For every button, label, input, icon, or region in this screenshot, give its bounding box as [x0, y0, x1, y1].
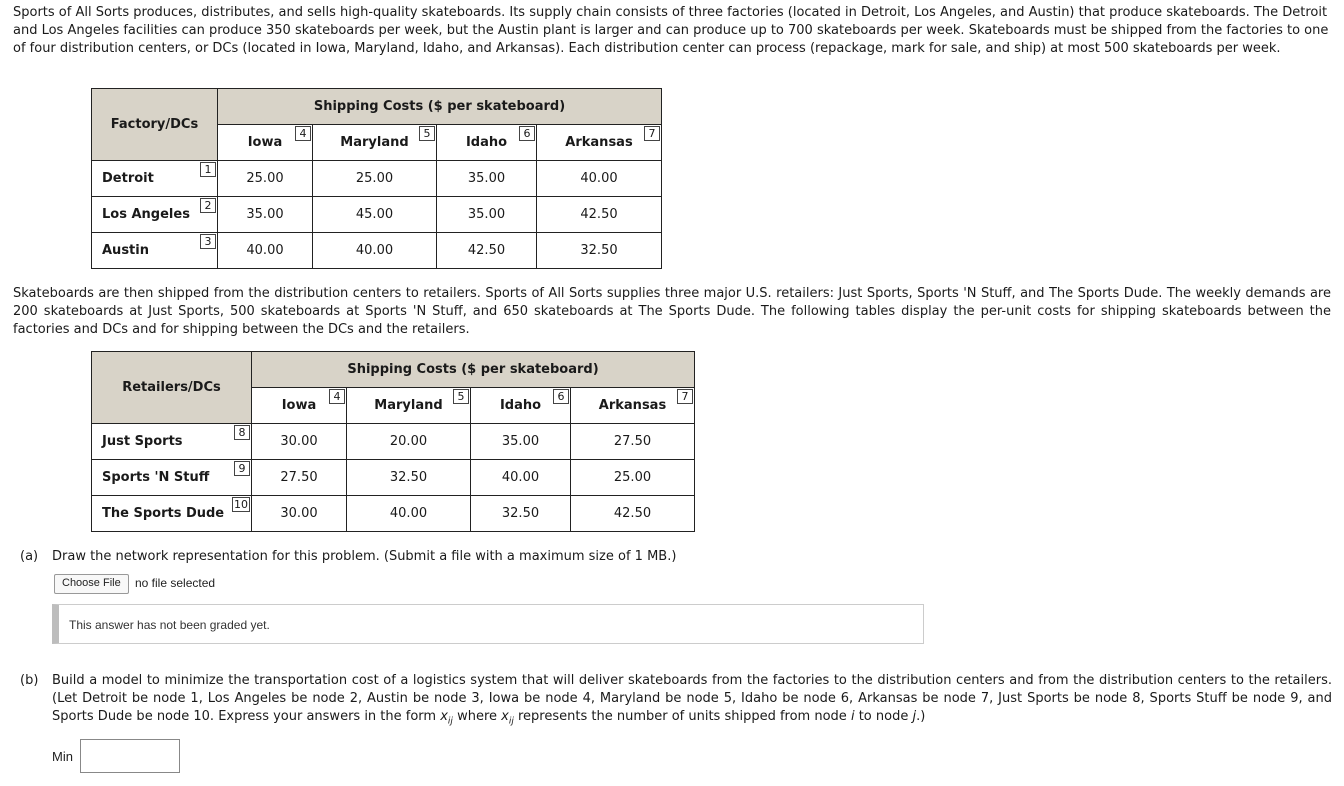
cost-cell: 27.50 [571, 424, 695, 460]
node-number: 7 [677, 389, 693, 404]
middle-paragraph: Skateboards are then shipped from the distribution centers to retailers. Sports of All Sorts supplies three major U.S. retailers: Just Sports, Sports 'N Stuff, and The Sports Dude. The weekly demands are 200 skateboards at Just Sports, 500 skateboards at Sports 'N Stuff, and 650 skateboards at The Sports Dude. The following tables display the per-unit costs for shipping skateboards between the factories and DCs and for shipping between the DCs and the retailers. [13, 286, 1331, 337]
node-number: 7 [644, 126, 660, 141]
node-number: 9 [234, 461, 250, 476]
var-x: x [440, 709, 448, 724]
retailer-dc-cost-table [91, 351, 695, 532]
table-row [92, 197, 662, 233]
table1-shipping-header: Shipping Costs ($ per skateboard) [218, 89, 662, 125]
cost-cell: 25.00 [218, 161, 313, 197]
node-number: 3 [200, 234, 216, 249]
table-row [92, 233, 662, 269]
cost-cell: 32.50 [471, 496, 571, 532]
table2-col-arkansas [571, 388, 695, 424]
row-label [92, 496, 252, 532]
node-number: 8 [234, 425, 250, 440]
cost-cell: 30.00 [252, 496, 347, 532]
part-b-question [52, 672, 1332, 731]
cost-cell: 20.00 [347, 424, 471, 460]
col-label: Maryland [374, 398, 443, 413]
node-number: 4 [329, 389, 345, 404]
grading-status-box [52, 604, 924, 644]
col-label: Arkansas [565, 135, 633, 150]
file-status-text: no file selected [135, 576, 216, 590]
col-label: Idaho [499, 398, 542, 413]
node-number: 2 [200, 198, 216, 213]
table1-corner-header: Factory/DCs [92, 89, 218, 161]
row-label [92, 460, 252, 496]
intro-paragraph: Sports of All Sorts produces, distributes, and sells high-quality skateboards. Its supply chain consists of three factories (located in Detroit, Los Angeles, and Austin) that produce skateboards. The Detroit and Los Angeles facilities can produce 350 skateboards per week, but the Austin plant is larger and can produce up to 700 skateboards per week. Skateboards must be shipped from the factories to one of four distribution centers, or DCs (located in Iowa, Maryland, Idaho, and Arkansas). Each distribution center can process (repackage, mark for sale, and ship) at most 500 skateboards per week. [13, 5, 1329, 56]
cost-cell: 40.00 [218, 233, 313, 269]
min-objective-input[interactable] [80, 739, 180, 773]
cost-cell: 40.00 [313, 233, 437, 269]
var-j: j [912, 709, 917, 724]
cost-cell: 40.00 [471, 460, 571, 496]
table2-col-idaho [471, 388, 571, 424]
node-number: 6 [553, 389, 569, 404]
table1-col-iowa [218, 125, 313, 161]
cost-cell: 42.50 [571, 496, 695, 532]
col-label: Maryland [340, 135, 409, 150]
row-label-text: Just Sports [102, 434, 183, 449]
table2-col-maryland [347, 388, 471, 424]
node-number: 6 [519, 126, 535, 141]
var-i: i [850, 709, 855, 724]
cost-cell: 30.00 [252, 424, 347, 460]
part-b-text-2: where [452, 709, 502, 724]
var-subscript: ij [508, 716, 514, 727]
row-label [92, 233, 218, 269]
part-a-label: (a) [20, 549, 39, 564]
table1-col-arkansas [537, 125, 662, 161]
row-label [92, 197, 218, 233]
table-row [92, 161, 662, 197]
cost-cell: 35.00 [437, 161, 537, 197]
cost-cell: 42.50 [537, 197, 662, 233]
var-subscript: ij [447, 716, 453, 727]
col-label: Iowa [281, 398, 317, 413]
cost-cell: 35.00 [471, 424, 571, 460]
row-label-text: The Sports Dude [102, 506, 225, 521]
cost-cell: 32.50 [347, 460, 471, 496]
cost-cell: 42.50 [437, 233, 537, 269]
cost-cell: 40.00 [347, 496, 471, 532]
col-label: Arkansas [598, 398, 667, 413]
table-row [92, 496, 695, 532]
node-number: 4 [295, 126, 311, 141]
var-x: x [501, 709, 509, 724]
row-label [92, 161, 218, 197]
part-b-label: (b) [20, 673, 39, 688]
row-label [92, 424, 252, 460]
cost-cell: 32.50 [537, 233, 662, 269]
table-row [92, 460, 695, 496]
table1-col-maryland [313, 125, 437, 161]
factory-dc-cost-table [91, 88, 662, 269]
table2-corner-header: Retailers/DCs [92, 352, 252, 424]
cost-cell: 40.00 [537, 161, 662, 197]
row-label-text: Sports 'N Stuff [102, 470, 210, 485]
node-number: 1 [200, 162, 216, 177]
table2-shipping-header: Shipping Costs ($ per skateboard) [252, 352, 695, 388]
row-label-text: Detroit [102, 171, 154, 186]
cost-cell: 35.00 [437, 197, 537, 233]
node-number: 5 [419, 126, 435, 141]
row-label-text: Los Angeles [102, 207, 190, 222]
part-b-text-4: to node [854, 709, 913, 724]
choose-file-button[interactable]: Choose File [54, 574, 129, 594]
row-label-text: Austin [102, 243, 149, 258]
part-b-text-1: Build a model to minimize the transportation cost of a logistics system that will deliver skateboards from the factories to the distribution centers and from the distribution centers to the retailers. (Let Detroit be node 1, Los Angeles be node 2, Austin be node 3, Iowa be node 4, Maryland be node 5, Idaho be node 6, Arkansas be node 7, Just Sports be node 8, Sports Stuff be node 9, and Sports Dude be node 10. Express your answers in the form [52, 673, 1332, 724]
node-number: 5 [453, 389, 469, 404]
cost-cell: 35.00 [218, 197, 313, 233]
min-label: Min [52, 749, 73, 764]
node-number: 10 [234, 498, 248, 511]
part-a-question: Draw the network representation for this problem. (Submit a file with a maximum size of 1 MB.) [52, 549, 677, 564]
col-label: Idaho [465, 135, 508, 150]
col-label: Iowa [247, 135, 283, 150]
cost-cell: 45.00 [313, 197, 437, 233]
table-row [92, 424, 695, 460]
part-b-text-3: represents the number of units shipped from node [513, 709, 851, 724]
table1-col-idaho [437, 125, 537, 161]
cost-cell: 25.00 [313, 161, 437, 197]
part-b-text-5: .) [916, 709, 926, 724]
grading-status-text: This answer has not been graded yet. [69, 618, 270, 632]
cost-cell: 27.50 [252, 460, 347, 496]
table2-col-iowa [252, 388, 347, 424]
cost-cell: 25.00 [571, 460, 695, 496]
